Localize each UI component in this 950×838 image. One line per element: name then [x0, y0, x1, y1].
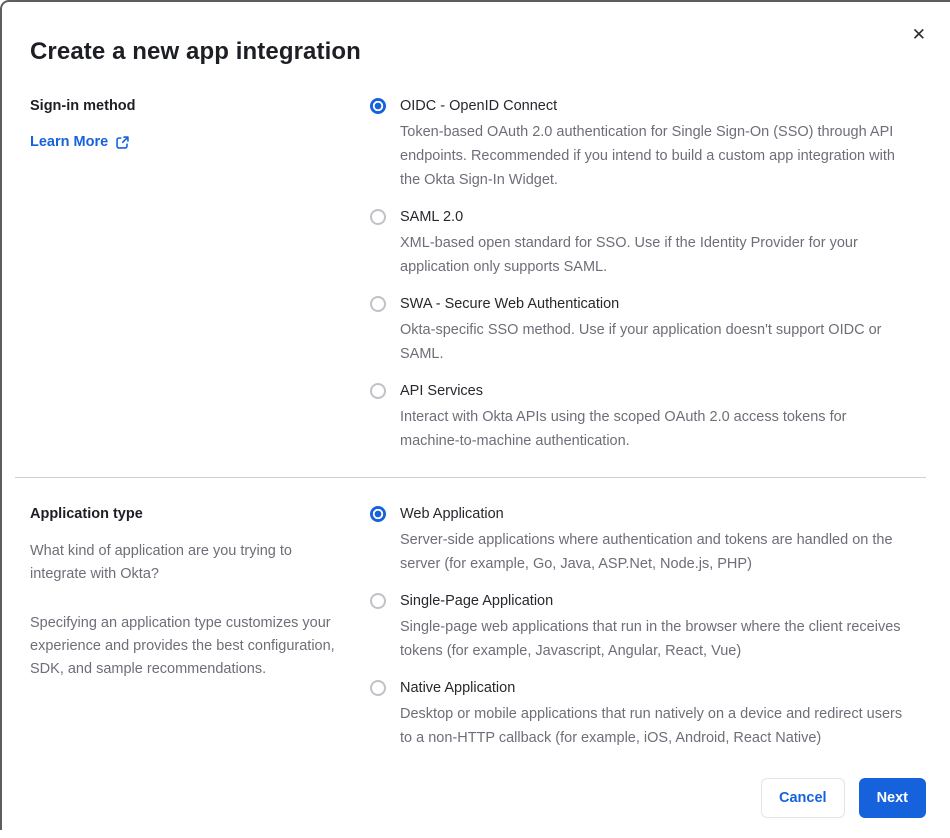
option-description-oidc: Token-based OAuth 2.0 authentication for Single Sign-On (SSO) through API endpoints. Recommended if you intend to build a custom app integration with the Okta Sign-In Widget. [400, 124, 895, 188]
radio-option-web-application[interactable] [370, 504, 926, 576]
option-title-swa: SWA - Secure Web Authentication [400, 296, 620, 312]
application-type-question: What kind of application are you trying to integrate with Okta? [30, 543, 292, 582]
option-title-single-page-application: Single-Page Application [400, 593, 554, 609]
option-description-swa: Okta-specific SSO method. Use if your application doesn't support OIDC or SAML. [400, 322, 882, 362]
signin-method-options [370, 96, 926, 453]
section-divider [15, 477, 926, 478]
option-title-web-application: Web Application [400, 506, 504, 522]
dialog-content [2, 2, 950, 838]
option-description-single-page-application: Single-page web applications that run in the browser where the client receives tokens (for example, Javascript, Angular, React, Vue) [400, 619, 901, 659]
option-description-saml: XML-based open standard for SSO. Use if the Identity Provider for your application only supports SAML. [400, 235, 858, 275]
radio-option-swa[interactable] [370, 294, 926, 366]
application-type-label: Application type [30, 506, 143, 522]
option-title-api-services: API Services [400, 383, 483, 399]
radio-option-native-application[interactable] [370, 678, 926, 750]
application-type-section [30, 504, 926, 750]
option-description-api-services: Interact with Okta APIs using the scoped OAuth 2.0 access tokens for machine-to-machine authentication. [400, 409, 847, 449]
cancel-button[interactable]: Cancel [761, 778, 845, 818]
signin-method-section [30, 96, 926, 453]
option-description-native-application: Desktop or mobile applications that run natively on a device and redirect users to a non-HTTP callback (for example, iOS, Android, React Native) [400, 706, 903, 746]
close-button[interactable] [908, 22, 930, 47]
radio-button-saml[interactable] [370, 209, 386, 225]
radio-button-oidc[interactable] [370, 98, 386, 114]
dialog-title: Create a new app integration [30, 38, 361, 65]
radio-option-saml[interactable] [370, 207, 926, 279]
application-type-options [370, 504, 926, 750]
application-type-explanation: Specifying an application type customizes your experience and provides the best configuration, SDK, and sample recommendations. [30, 615, 335, 677]
option-title-saml: SAML 2.0 [400, 209, 464, 225]
learn-more-link[interactable] [30, 132, 130, 152]
close-icon: ✕ [911, 25, 926, 44]
learn-more-label: Learn More [30, 134, 109, 150]
next-button[interactable]: Next [859, 778, 926, 818]
radio-option-api-services[interactable] [370, 381, 926, 453]
signin-method-left-column [30, 96, 370, 152]
option-title-native-application: Native Application [400, 680, 516, 696]
dialog-footer [30, 778, 926, 818]
radio-button-web-application[interactable] [370, 506, 386, 522]
radio-button-api-services[interactable] [370, 383, 386, 399]
radio-option-single-page-application[interactable] [370, 591, 926, 663]
signin-method-label: Sign-in method [30, 98, 136, 114]
application-type-left-column [30, 504, 370, 707]
option-description-web-application: Server-side applications where authentication and tokens are handled on the server (for example, Go, Java, ASP.Net, Node.js, PHP) [400, 532, 893, 572]
radio-button-native-application[interactable] [370, 680, 386, 696]
option-title-oidc: OIDC - OpenID Connect [400, 98, 558, 114]
radio-button-single-page-application[interactable] [370, 593, 386, 609]
radio-button-swa[interactable] [370, 296, 386, 312]
radio-option-oidc[interactable] [370, 96, 926, 192]
external-link-icon [115, 135, 130, 150]
